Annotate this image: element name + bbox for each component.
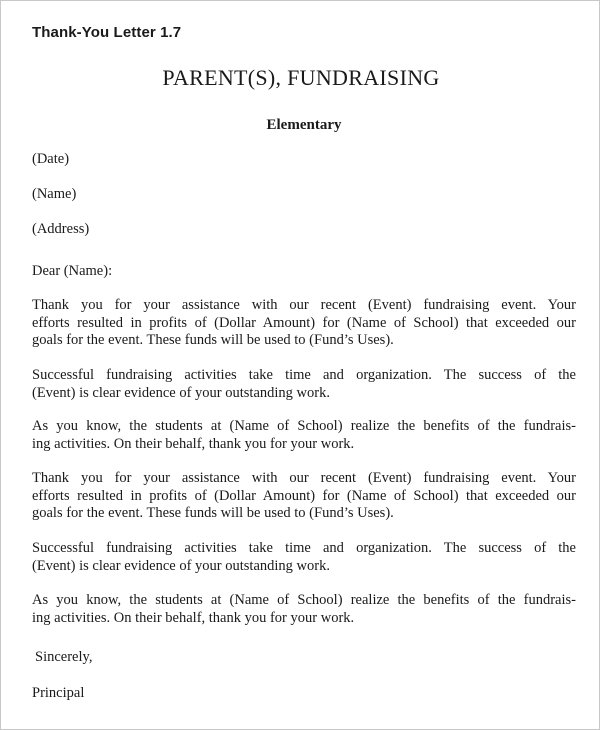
signature: Principal xyxy=(32,685,85,701)
letter-number-label: Thank-You Letter 1.7 xyxy=(32,24,182,41)
name-placeholder: (Name) xyxy=(32,186,77,202)
paragraph-1 xyxy=(32,297,576,350)
paragraph-6 xyxy=(32,592,576,627)
paragraph-line: As you know, the students at (Name of School) realize the benefits of the fundrais- xyxy=(32,592,576,608)
paragraph-3 xyxy=(32,418,576,453)
paragraph-line: Successful fundraising activities take time and organization. The success of the xyxy=(32,540,576,556)
page-subtitle: Elementary xyxy=(266,117,342,133)
paragraph-line: Thank you for your assistance with our recent (Event) fundraising event. Your xyxy=(32,297,576,313)
paragraph-2 xyxy=(32,367,576,402)
salutation: Dear (Name): xyxy=(32,263,113,279)
paragraph-line: Successful fundraising activities take time and organization. The success of the xyxy=(32,367,576,383)
paragraph-4 xyxy=(32,470,576,523)
paragraph-5 xyxy=(32,540,576,575)
paragraph-line: goals for the event. These funds will be used to (Fund’s Uses). xyxy=(32,332,394,348)
paragraph-line: As you know, the students at (Name of School) realize the benefits of the fundrais- xyxy=(32,418,576,434)
paragraph-line: (Event) is clear evidence of your outstanding work. xyxy=(32,384,330,401)
page-title: PARENT(S), FUNDRAISING xyxy=(162,65,440,90)
date-placeholder: (Date) xyxy=(32,151,70,167)
closing: Sincerely, xyxy=(35,649,93,665)
paragraph-line: ing activities. On their behalf, thank you for your work. xyxy=(32,435,355,452)
paragraph-line: goals for the event. These funds will be used to (Fund’s Uses). xyxy=(32,505,394,521)
address-placeholder: (Address) xyxy=(32,221,90,237)
paragraph-line: ing activities. On their behalf, thank you for your work. xyxy=(32,609,355,626)
paragraph-line: (Event) is clear evidence of your outstanding work. xyxy=(32,557,330,574)
paragraph-line: Thank you for your assistance with our recent (Event) fundraising event. Your xyxy=(32,470,576,486)
paragraph-line: efforts resulted in profits of (Dollar Amount) for (Name of School) that exceeded our xyxy=(32,487,576,504)
paragraph-line: efforts resulted in profits of (Dollar Amount) for (Name of School) that exceeded our xyxy=(32,314,576,331)
